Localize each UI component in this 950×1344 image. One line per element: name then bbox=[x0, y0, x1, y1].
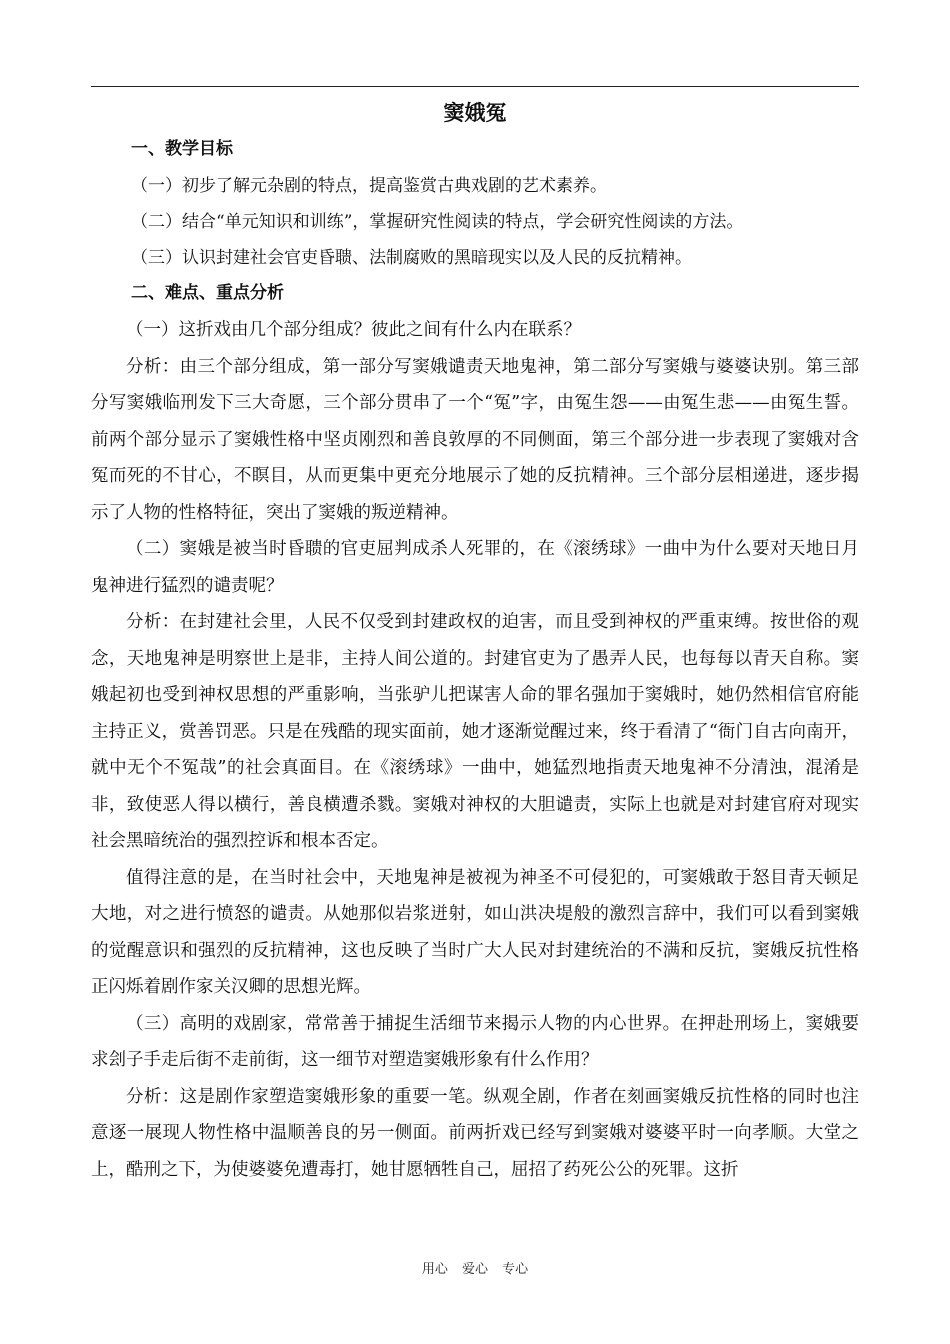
question-3: （三）高明的戏剧家，常常善于捕捉生活细节来揭示人物的内心世界。在押赴刑场上，窦娥要求刽子手走后街不走前街，这一细节对塑造窦娥形象有什么作用？ bbox=[91, 1013, 859, 1070]
document-body bbox=[91, 96, 859, 1188]
teaching-goal-1: （一）初步了解元杂剧的特点，提高鉴赏古典戏剧的艺术素养。 bbox=[131, 176, 607, 196]
analysis-2-continued: 值得注意的是，在当时社会中，天地鬼神是被视为神圣不可侵犯的，可窦娥敢于怒目青天顿足大地，对之进行愤怒的谴责。从她那似岩浆迸射，如山洪决堤般的激烈言辞中，我们可以看到窦娥的觉醒意识和强烈的反抗精神，这也反映了当时广大人民对封建统治的不满和反抗，窦娥反抗性格正闪烁着剧作家关汉卿的思想光辉。 bbox=[91, 867, 859, 997]
section-heading-teaching-goals: 一、教学目标 bbox=[131, 139, 233, 159]
section-heading-key-analysis: 二、难点、重点分析 bbox=[131, 283, 284, 303]
analysis-1: 分析：由三个部分组成，第一部分写窦娥谴责天地鬼神，第二部分写窦娥与婆婆诀别。第三部分写窦娥临刑发下三大奇愿，三个部分贯串了一个“冤”字，由冤生怨——由冤生悲——由冤生誓。前两个部分显示了窦娥性格中坚贞刚烈和善良敦厚的不同侧面，第三个部分进一步表现了窦娥对含冤而死的不甘心，不瞑目，从而更集中更充分地展示了她的反抗精神。三个部分层相递进，逐步揭示了人物的性格特征，突出了窦娥的叛逆精神。 bbox=[91, 356, 859, 523]
question-1: （一）这折戏由几个部分组成？彼此之间有什么内在联系？ bbox=[126, 320, 581, 340]
header-rule bbox=[91, 86, 859, 87]
teaching-goal-3: （三）认识封建社会官吏昏聩、法制腐败的黑暗现实以及人民的反抗精神。 bbox=[131, 248, 692, 268]
teaching-goal-2: （二）结合“单元知识和训练”，掌握研究性阅读的特点，学会研究性阅读的方法。 bbox=[131, 212, 744, 232]
page-footer: 用心 爱心 专心 bbox=[421, 1262, 529, 1277]
analysis-2: 分析：在封建社会里，人民不仅受到封建政权的迫害，而且受到神权的严重束缚。按世俗的观念，天地鬼神是明察世上是非，主持人间公道的。封建官吏为了愚弄人民，也每每以青天自称。窦娥起初也受到神权思想的严重影响，当张驴儿把谋害人命的罪名强加于窦娥时，她仍然相信官府能主持正义，赏善罚恶。只是在残酷的现实面前，她才逐渐觉醒过来，终于看清了“衙门自古向南开，就中无个不冤哉”的社会真面目。在《滚绣球》一曲中，她猛烈地指责天地鬼神不分清浊，混淆是非，致使恶人得以横行，善良横遭杀戮。窦娥对神权的大胆谴责，实际上也就是对封建官府对现实社会黑暗统治的强烈控诉和根本否定。 bbox=[91, 612, 859, 851]
question-2: （二）窦娥是被当时昏聩的官吏屈判成杀人死罪的，在《滚绣球》一曲中为什么要对天地日月鬼神进行猛烈的谴责呢？ bbox=[91, 539, 859, 596]
analysis-3: 分析：这是剧作家塑造窦娥形象的重要一笔。纵观全剧，作者在刻画窦娥反抗性格的同时也注意逐一展现人物性格中温顺善良的另一侧面。前两折戏已经写到窦娥对婆婆平时一向孝顺。大堂之上，酷刑之下，为使婆婆免遭毒打，她甘愿牺牲自己，屈招了药死公公的死罪。这折 bbox=[91, 1086, 859, 1180]
document-title: 窦娥冤 bbox=[443, 101, 507, 125]
